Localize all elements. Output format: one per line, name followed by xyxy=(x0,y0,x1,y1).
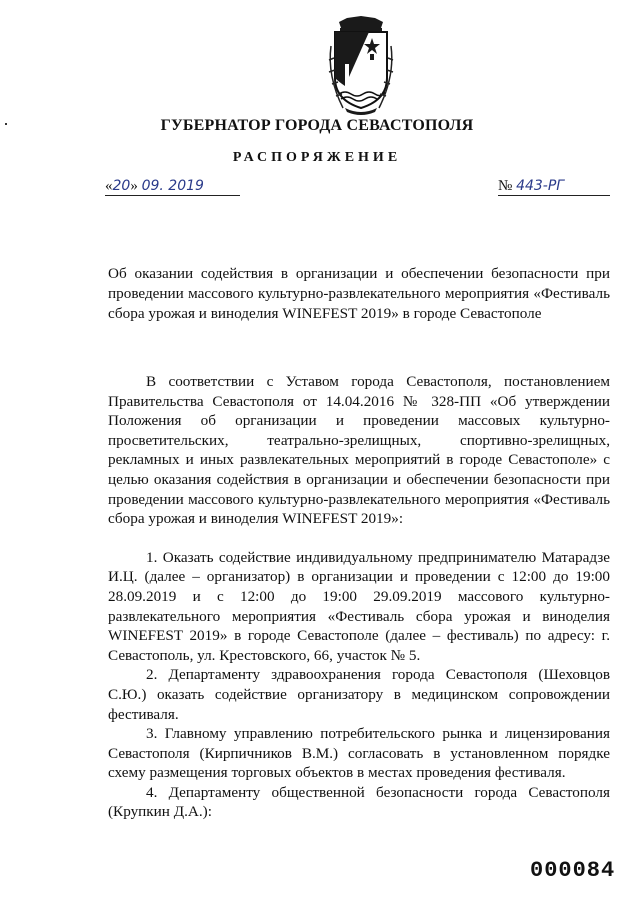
number-prefix: № xyxy=(498,178,513,194)
document-subject: Об оказании содействия в организации и обеспечении безопасности при проведении массового культурно-развлекательного мероприятия «Фестиваль сбора урожая и виноделия WINEFEST 2019» в городе Севастополе xyxy=(108,265,610,322)
clause-2-paragraph: 2. Департаменту здравоохранения города Севастополя (Шеховцов С.Ю.) оказать содействие организатору в медицинском сопровождении фестиваля. xyxy=(108,666,610,723)
clause-1-paragraph: 1. Оказать содействие индивидуальному предпринимателю Матарадзе И.Ц. (далее – организатор) в организации и проведении с 12:00 до 19:00 28.09.2019 и с 12:00 до 19:00 29.09.2019 массового культурно-развлекательного мероприятия «Фестиваль сбора урожая и виноделия WINEFEST 2019» в городе Севастополе (далее – фестиваль) по адресу: г. Севастополь, ул. Крестовского, 66, участок № 5. xyxy=(108,548,610,664)
document-date xyxy=(105,177,240,196)
number-value: 443-РГ xyxy=(516,178,565,194)
serial-number: 000084 xyxy=(530,858,616,883)
document-type-title: РАСПОРЯЖЕНИЕ xyxy=(232,150,402,165)
preamble-paragraph: В соответствии с Уставом города Севастополя, постановлением Правительства Севастополя от 14.04.2016 № 328-ПП «Об утверждении Положения об организации и проведении массовых культурно-просветительских, театрально-зрелищных, спортивно-зрелищных, рекламных и иных развлекательных мероприятий в городе Севастополе» с целью оказания содействия в организации и обеспечении безопасности при проведении массового культурно-развлекательного мероприятия «Фестиваль сбора урожая и виноделия WINEFEST 2019»: xyxy=(108,373,610,528)
issuing-authority: ГУБЕРНАТОР ГОРОДА СЕВАСТОПОЛЯ xyxy=(160,117,474,134)
date-day: 20 xyxy=(112,178,131,194)
sevastopol-coat-of-arms-icon xyxy=(325,16,397,116)
document-number xyxy=(498,177,610,196)
date-month-year: 09. 2019 xyxy=(141,178,204,194)
date-open-quote: « xyxy=(105,178,113,194)
document-body xyxy=(108,372,610,822)
date-close-quote: » xyxy=(130,178,138,194)
clause-4-paragraph: 4. Департаменту общественной безопасности города Севастополя (Крупкин Д.А.): xyxy=(108,783,610,821)
clause-3-paragraph: 3. Главному управлению потребительского рынка и лицензирования Севастополя (Кирпичников В.М.) согласовать в установленном порядке схему размещения торговых объектов в местах проведения фестиваля. xyxy=(108,725,610,782)
